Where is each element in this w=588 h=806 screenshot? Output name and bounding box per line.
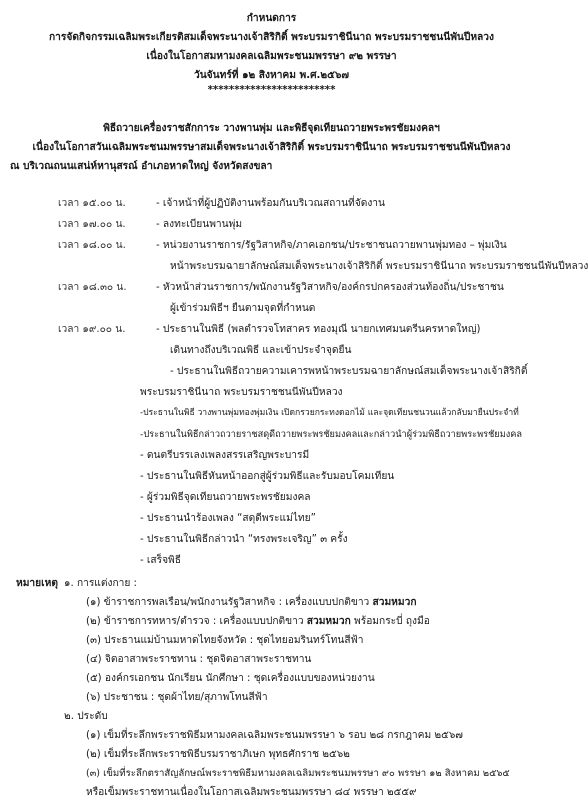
ceremony-step-text: - ผู้ร่วมพิธีจุดเทียนถวายพระพรชัยมงคล bbox=[140, 492, 311, 503]
pin-item bbox=[0, 787, 543, 806]
schedule-row-cont bbox=[0, 345, 543, 366]
ceremony-step bbox=[0, 555, 543, 576]
dress-item-bold: สวมหมวก bbox=[372, 597, 417, 608]
schedule-row bbox=[0, 198, 543, 219]
schedule-time: เวลา ๑๘.๐๐ น. bbox=[58, 240, 126, 251]
ceremony-step bbox=[0, 429, 543, 450]
doc-title: กำหนดการ bbox=[246, 13, 297, 24]
ceremony-step bbox=[0, 387, 543, 408]
pin-item bbox=[0, 749, 543, 768]
schedule-text: - หน่วยงานราชการ/รัฐวิสาหกิจ/ภาคเอกชน/ประชาชนถวายพานพุ่มทอง – พุ่มเงิน bbox=[156, 240, 507, 251]
notes-label: หมายเหตุ bbox=[16, 578, 58, 589]
ceremony-step bbox=[0, 513, 543, 534]
pin-item-text: (๓) เข็มที่ระลึกตราสัญลักษณ์พระราชพิธีมหามงคลเฉลิมพระชนมพรรษา ๙๐ พรรษา ๑๒ สิงหาคม ๒๕๖๕ bbox=[86, 768, 510, 779]
ceremony-step-text: - ดนตรีบรรเลงเพลงสรรเสริญพระบารมี bbox=[140, 450, 310, 461]
ceremony-step bbox=[0, 471, 543, 492]
schedule-text: - ลงทะเบียนพานพุ่ม bbox=[156, 219, 243, 230]
schedule bbox=[0, 198, 588, 576]
ceremony-occasion: เนื่องในโอกาสวันเฉลิมพระชนมพรรษาสมเด็จพระนางเจ้าสิริกิติ์ พระบรมราชินีนาถ พระบรมราชชนนีพันปีหลวง bbox=[32, 142, 511, 153]
pin-item-text: (๒) เข็มที่ระลึกพระราชพิธีบรมราชาภิเษก พุทธศักราช ๒๕๖๒ bbox=[86, 749, 350, 760]
dress-item bbox=[0, 654, 543, 673]
star-divider: ************************ bbox=[207, 85, 336, 96]
ceremony-step-text: พระบรมราชินีนาถ พระบรมราชชนนีพันปีหลวง bbox=[140, 387, 343, 398]
dress-item bbox=[0, 635, 543, 654]
schedule-row bbox=[0, 219, 543, 240]
dress-item bbox=[0, 616, 543, 635]
pin-item-text: หรือเข็มพระราชทานเนื่องในโอกาสเฉลิมพระชนมพรรษา ๘๔ พรรษา ๒๕๕๙ bbox=[86, 787, 417, 798]
ceremony-step-text: - เสร็จพิธี bbox=[140, 555, 181, 566]
document-header bbox=[0, 0, 543, 99]
schedule-text-cont: เดินทางถึงบริเวณพิธี และเข้าประจำจุดยืน bbox=[170, 345, 352, 356]
schedule-row bbox=[0, 240, 543, 261]
doc-occasion: เนื่องในโอกาสมหามงคลเฉลิมพระชนมพรรษา ๙๒ พรรษา bbox=[146, 51, 397, 62]
schedule-text: - หัวหน้าส่วนราชการ/พนักงานรัฐวิสาหกิจ/องค์กรปกครองส่วนท้องถิ่น/ประชาชน bbox=[156, 282, 504, 293]
schedule-row-cont bbox=[0, 261, 588, 282]
pin-title: ๒. ประดับ bbox=[64, 711, 108, 722]
schedule-row bbox=[0, 324, 543, 345]
schedule-row bbox=[0, 282, 543, 303]
pin-item bbox=[0, 730, 543, 749]
dress-item-text: (๓) ประธานแม่บ้านมหาดไทยจังหวัด : ชุดไทยอมรินทร์โทนสีฟ้า bbox=[86, 635, 364, 646]
schedule-time: เวลา ๑๘.๓๐ น. bbox=[58, 282, 127, 293]
doc-date: วันจันทร์ที่ ๑๒ สิงหาคม พ.ศ.๒๕๖๗ bbox=[194, 70, 349, 81]
schedule-time: เวลา ๑๙.๐๐ น. bbox=[58, 324, 126, 335]
ceremony-step bbox=[0, 366, 543, 387]
pin-item bbox=[0, 768, 543, 787]
notes-dress-title-line bbox=[0, 578, 543, 597]
dress-item-bold: สวมหมวก bbox=[306, 616, 351, 627]
ceremony-step-text: -ประธานในพิธี วางพานพุ่มทองพุ่มเงิน เปิดกรวยกระทงดอกไม้ และจุดเทียนชนวนแล้วกลับมายืนประจำที่ bbox=[140, 408, 519, 418]
ceremony-step bbox=[0, 534, 543, 555]
doc-subtitle: การจัดกิจกรรมเฉลิมพระเกียรติสมเด็จพระนางเจ้าสิริกิติ์ พระบรมราชินีนาถ พระบรมราชชนนีพันปีหลวง bbox=[48, 32, 494, 43]
ceremony-step-text: - ประธานในพิธีหันหน้าออกสู่ผู้ร่วมพิธีและรับมอบโคมเทียน bbox=[140, 471, 395, 482]
dress-item bbox=[0, 597, 543, 616]
pin-item-text: (๑) เข็มที่ระลึกพระราชพิธีมหามงคลเฉลิมพระชนมพรรษา ๖ รอบ ๒๘ กรกฎาคม ๒๕๖๗ bbox=[86, 730, 463, 741]
schedule-time: เวลา ๑๕.๐๐ น. bbox=[58, 198, 126, 209]
schedule-text-cont: หน้าพระบรมฉายาลักษณ์สมเด็จพระนางเจ้าสิริกิติ์ พระบรมราชินีนาถ พระบรมราชชนนีพันปีหลวง bbox=[170, 261, 588, 272]
ceremony-intro bbox=[0, 119, 543, 176]
ceremony-step-text: - ประธานในพิธีกล่าวนำ “ทรงพระเจริญ” ๓ ครั้ง bbox=[140, 534, 348, 545]
schedule-text: - เจ้าหน้าที่ผู้ปฏิบัติงานพร้อมกันบริเวณสถานที่จัดงาน bbox=[156, 198, 385, 209]
notes-section bbox=[0, 578, 543, 806]
pin-title-line bbox=[0, 711, 543, 730]
schedule-time: เวลา ๑๗.๐๐ น. bbox=[58, 219, 126, 230]
dress-item-post: พร้อมกระบี่ ถุงมือ bbox=[350, 616, 430, 627]
dress-item-text: (๑) ข้าราชการพลเรือน/พนักงานรัฐวิสาหกิจ : เครื่องแบบปกติขาว bbox=[86, 597, 373, 608]
ceremony-location: ณ บริเวณถนนเสน่ห์หานุสรณ์ อำเภอหาดใหญ่ จังหวัดสงขลา bbox=[10, 161, 273, 172]
schedule-row-cont bbox=[0, 303, 543, 324]
ceremony-step-text: -ประธานในพิธีกล่าวถวายราชสดุดีถวายพระพรชัยมงคลและกล่าวนำผู้ร่วมพิธีถวายพระพรชัยมงคล bbox=[140, 429, 523, 440]
dress-item-text: (๔) จิตอาสาพระราชทาน : ชุดจิตอาสาพระราชทาน bbox=[86, 654, 312, 665]
ceremony-step-text: - ประธานในพิธีถวายความเคารพหน้าพระบรมฉายาลักษณ์สมเด็จพระนางเจ้าสิริกิติ์ bbox=[170, 366, 528, 377]
dress-item-text: (๕) องค์กรเอกชน นักเรียน นักศึกษา : ชุดเครื่องแบบของหน่วยงาน bbox=[86, 673, 375, 684]
ceremony-step bbox=[0, 492, 543, 513]
ceremony-title: พิธีถวายเครื่องราชสักการะ วางพานพุ่ม และพิธีจุดเทียนถวายพระพรชัยมงคลฯ bbox=[103, 123, 440, 134]
schedule-text-cont: ผู้เข้าร่วมพิธีฯ ยืนตามจุดที่กำหนด bbox=[170, 303, 316, 314]
dress-item bbox=[0, 673, 543, 692]
dress-item-text: (๒) ข้าราชการทหาร/ตำรวจ : เครื่องแบบปกติขาว bbox=[86, 616, 307, 627]
ceremony-step-text: - ประธานนำร้องเพลง “สดุดีพระแม่ไทย” bbox=[140, 513, 316, 524]
dress-item bbox=[0, 692, 543, 711]
ceremony-step bbox=[0, 408, 543, 429]
ceremony-step bbox=[0, 450, 543, 471]
dress-item-text: (๖) ประชาชน : ชุดผ้าไทย/สุภาพโทนสีฟ้า bbox=[86, 692, 268, 703]
dress-title: ๑. การแต่งกาย : bbox=[64, 578, 137, 589]
schedule-text: - ประธานในพิธี (พลตำรวจโทสาคร ทองมุณี นายกเทศมนตรีนครหาดใหญ่) bbox=[156, 324, 481, 335]
